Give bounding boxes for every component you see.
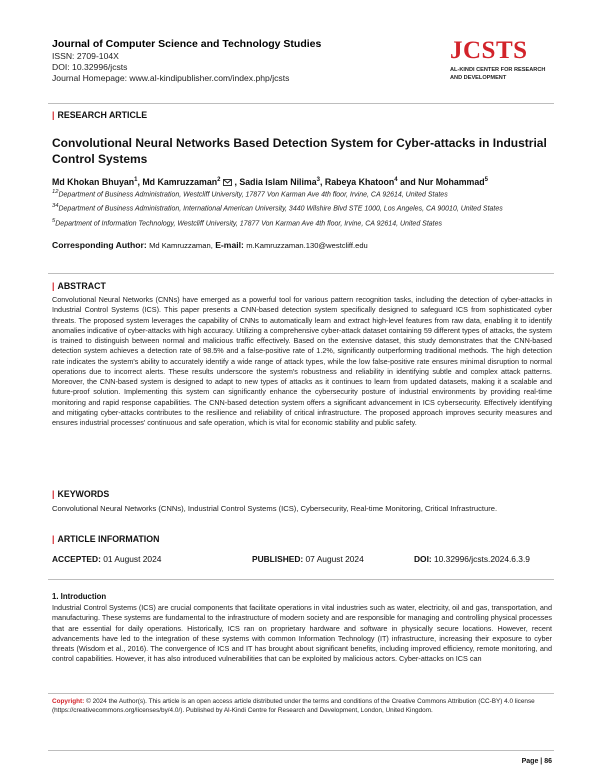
- journal-header: [52, 38, 412, 84]
- abstract-text: Convolutional Neural Networks (CNNs) have emerged as a powerful tool for various pattern recognition tasks, including the detection of cyber-attacks in Industrial Control Systems (ICS). This paper presents a CNN-based detection system specifically designed to safeguard ICS from sophisticated cyber threats. The proposed system leverages the capability of CNNs to automatically learn and extract high-level features from raw data, enabling it to identify anomalies indicative of cyber-attacks with high accuracy. Utilizing a comprehensive cyber-attack dataset containing 59 different types of attacks, the system is trained to distinguish between normal and malicious traffic effectively. Based on the extensive dataset, this study demonstrates that the CNN-based detection system achieves a detection rate of 98.5% and a false-positive rate of 1.2%, significantly outperforming traditional methods. The high detection rate indicates the system's ability to accurately identify a wide range of attack types, while the low false-positive rate ensures minimal disruption to normal operations due to incorrect alerts. These results underscore the system's robustness and reliability in identifying subtle and complex attack patterns. Moreover, the CNN-based system is designed to adapt to new types of attacks as it continues to learn from updated datasets, making it a scalable and future-proof solution. Implementing this system can significantly enhance the cybersecurity posture of industrial environments by providing real-time monitoring and rapid response capabilities. The CNN-based detection system offers a significant advancement in ICS cybersecurity. Effectively identifying and mitigating cyber-attacks contributes to the resilience and reliability of critical infrastructure. The proposed approach improves security measures and ensures industrial processes' continuous and safe operation, which is vital for economic stability and public safety.: [52, 295, 552, 427]
- journal-homepage[interactable]: Journal Homepage: www.al-kindipublisher.com/index.php/jcsts: [52, 73, 290, 83]
- author-name: Rabeya Khatoon: [324, 176, 395, 187]
- section-marker: |: [52, 489, 55, 499]
- email-link[interactable]: m.Kamruzzaman.130@westcliff.edu: [246, 241, 368, 250]
- section-marker: |: [52, 534, 55, 544]
- journal-doi: DOI: 10.32996/jcsts: [52, 62, 128, 72]
- author-affiliation-mark: 3: [316, 177, 320, 183]
- divider: [48, 579, 554, 580]
- journal-logo: [450, 38, 560, 82]
- divider: [48, 693, 554, 694]
- author-name: Nur Mohammad: [418, 176, 485, 187]
- abstract-heading: | ABSTRACT: [52, 281, 106, 291]
- author-name: Md Kamruzzaman: [142, 176, 218, 187]
- journal-name: Journal of Computer Science and Technology Studies: [52, 38, 322, 50]
- published-date: PUBLISHED: 07 August 2024: [252, 554, 364, 564]
- article-title: Convolutional Neural Networks Based Detection System for Cyber-attacks in Industrial Control Systems: [52, 136, 547, 166]
- author-affiliation-mark: 2: [217, 177, 221, 183]
- section-marker: |: [52, 281, 55, 291]
- article-info-heading: | ARTICLE INFORMATION: [52, 534, 160, 544]
- divider: [48, 273, 554, 274]
- article-doi[interactable]: DOI: 10.32996/jcsts.2024.6.3.9: [414, 554, 530, 564]
- journal-issn: ISSN: 2709-104X: [52, 51, 119, 61]
- introduction-heading: 1. Introduction: [52, 592, 107, 601]
- keywords-heading: | KEYWORDS: [52, 489, 110, 499]
- divider: [48, 103, 554, 104]
- accepted-date: ACCEPTED: 01 August 2024: [52, 554, 162, 564]
- copyright-notice: [52, 697, 552, 715]
- affiliation: $^5$Department of Information Technology, Westcliff University, 17877 Von Karman Ave 4th floor, Irvine, CA 92614, United States: [52, 217, 443, 227]
- corresponding-name: Md Kamruzzaman,: [149, 241, 213, 250]
- author-affiliation-mark: 1: [134, 177, 138, 183]
- logo-subtitle-1: AL-KINDI CENTER FOR RESEARCH: [450, 67, 546, 73]
- section-marker: |: [52, 110, 55, 120]
- article-type: RESEARCH ARTICLE: [57, 110, 148, 120]
- affiliations: [52, 187, 552, 230]
- article-type-heading: [52, 110, 147, 121]
- author-list: Md Khokan Bhuyan$^1$, Md Kamruzzaman$^2$ , Sadia Islam Nilima$^3$, Rabeya Khatoon$^4$ and Nur Mohammad$^5$: [52, 176, 488, 187]
- corresponding-author: [52, 240, 552, 251]
- author-affiliation-mark: 5: [484, 177, 488, 183]
- email-label: E-mail:: [215, 240, 244, 250]
- article-info-row: [52, 553, 552, 565]
- introduction-text: Industrial Control Systems (ICS) are crucial components that facilitate operations in vital industries such as water, electricity, oil and gas, transportation, and manufacturing. These systems are fundamental to the infrastructure of modern society and are responsible for managing and controlling physical processes that are essential for daily operations. Historically, ICS ran on proprietary hardware and software in physically secure locations. However, recent advancements have led to the integration of these systems with common Information Technology (IT) infrastructure, increasing their exposure to cyber threats (Wisdom et al., 2016). The convergence of ICS and IT has brought about significant benefits, including improved efficiency, remote monitoring, and control capabilities. However, it has also introduced vulnerabilities that can be exploited by malicious actors. Cyber-attacks on ICS can: [52, 603, 552, 664]
- affiliation: $^{34}$Department of Business Administration, International American University, 3440 Wilshire Blvd STE 1000, Los Angeles, CA 90010, United States: [52, 203, 503, 213]
- page-number: Page | 86: [521, 758, 552, 765]
- author-name: Sadia Islam Nilima: [239, 176, 317, 187]
- author-name: Md Khokan Bhuyan: [52, 176, 135, 187]
- divider: [48, 750, 554, 751]
- copyright-label: Copyright:: [52, 698, 85, 705]
- corresponding-label: Corresponding Author:: [52, 240, 147, 250]
- keywords-text: Convolutional Neural Networks (CNNs), Industrial Control Systems (ICS), Cybersecurity, Real-time Monitoring, Critical Infrastructure.: [52, 504, 498, 513]
- copyright-text: © 2024 the Author(s). This article is an open access article distributed under the terms and conditions of the Creative Commons Attribution (CC-BY) 4.0 license (https://creativecommons.org/licenses/by/4.0/). Published by Al-Kindi Centre for Research and Development, London, United Kingdom.: [52, 698, 535, 715]
- author-affiliation-mark: 4: [394, 177, 398, 183]
- logo-subtitle-2: AND DEVELOPMENT: [450, 75, 507, 81]
- affiliation: $^{12}$Department of Business Administration, Westcliff University, 17877 Von Karman Ave 4th floor, Irvine, CA 92614, United States: [52, 189, 448, 199]
- logo-brand: JCSTS: [450, 37, 528, 64]
